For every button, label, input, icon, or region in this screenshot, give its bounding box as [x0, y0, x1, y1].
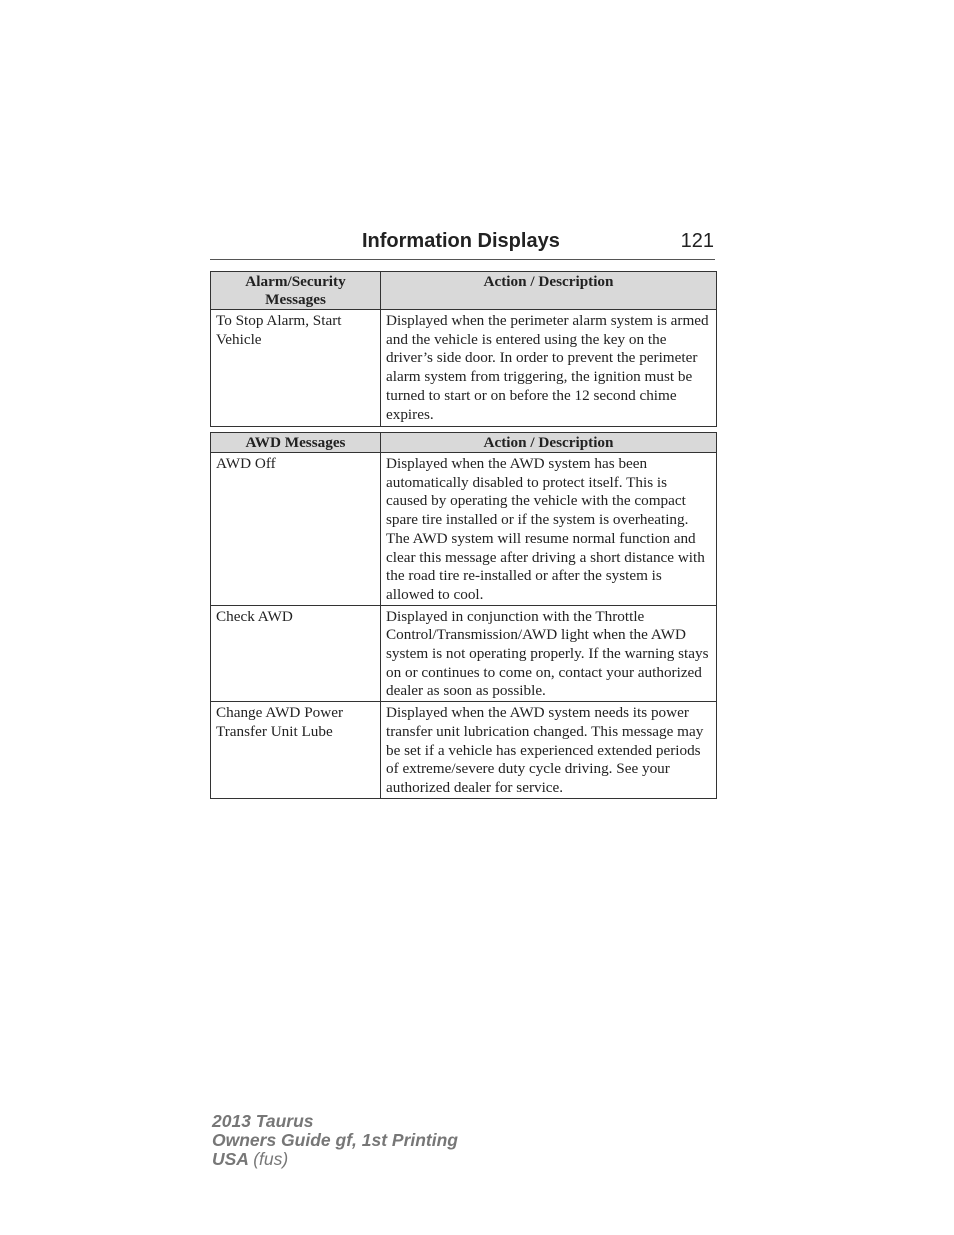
table-header-row — [211, 272, 717, 310]
table-row — [211, 310, 717, 427]
section-title: Information Displays — [362, 230, 560, 252]
page-footer — [212, 1112, 458, 1169]
message-cell: AWD Off — [211, 453, 381, 606]
table-row — [211, 605, 717, 702]
footer-region: USA — [212, 1149, 249, 1169]
table-row — [211, 702, 717, 799]
column-header-description: Action / Description — [381, 272, 717, 310]
description-cell: Displayed when the AWD system has been automatically disabled to protect itself. This is caused by operating the vehicle with the compact spare tire installed or if the system is overheating. The AWD system will resume normal function and clear this message after driving a short distance with the road tire re-installed or after the system is allowed to cool. — [381, 453, 717, 606]
column-header-message: AWD Messages — [211, 433, 381, 453]
page-header — [210, 228, 715, 260]
description-cell: Displayed when the AWD system needs its power transfer unit lubrication changed. This message may be set if a vehicle has experienced extended periods of extreme/severe duty cycle driving. See your authorized dealer for service. — [381, 702, 717, 799]
awd-messages-table — [210, 432, 717, 799]
alarm-security-messages-table — [210, 271, 717, 427]
description-cell: Displayed in conjunction with the Throttle Control/Transmission/AWD light when the AWD system is not operating properly. If the warning stays on or continues to come on, contact your authorized dealer as soon as possible. — [381, 605, 717, 702]
message-cell: To Stop Alarm, Start Vehicle — [211, 310, 381, 427]
footer-region-code: (fus) — [253, 1149, 289, 1169]
column-header-message: Alarm/Security Messages — [211, 272, 381, 310]
footer-guide-edition: Owners Guide gf, 1st Printing — [212, 1130, 458, 1150]
message-cell: Change AWD Power Transfer Unit Lube — [211, 702, 381, 799]
table-header-row — [211, 433, 717, 453]
column-header-description: Action / Description — [381, 433, 717, 453]
footer-model-year: 2013 Taurus — [212, 1111, 314, 1131]
description-cell: Displayed when the perimeter alarm system is armed and the vehicle is entered using the key on the driver’s side door. In order to prevent the perimeter alarm system from triggering, the ignition must be turned to start or on before the 12 second chime expires. — [381, 310, 717, 427]
table-row — [211, 453, 717, 606]
footer-region-line — [212, 1150, 458, 1169]
message-cell: Check AWD — [211, 605, 381, 702]
page-number: 121 — [680, 230, 714, 252]
